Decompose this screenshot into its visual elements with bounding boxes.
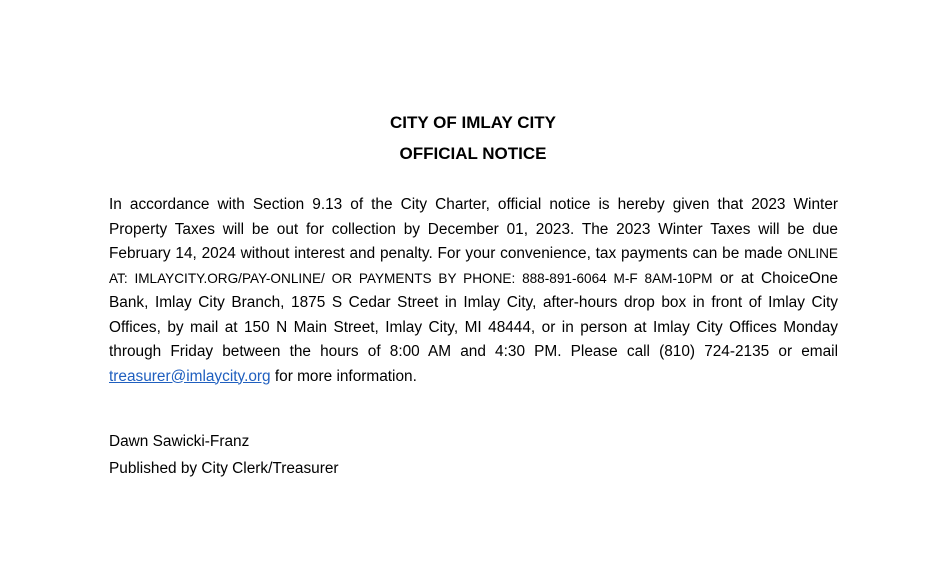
notice-title: OFFICIAL NOTICE [399, 144, 547, 163]
notice-header [0, 107, 946, 169]
signature-block [109, 428, 339, 482]
notice-body [109, 193, 838, 389]
notice-text-part3: for more information. [270, 367, 417, 385]
signer-title: Published by City Clerk/Treasurer [109, 460, 339, 477]
notice-text-part1: In accordance with Section 9.13 of the City Charter, official notice is hereby given that 2023 Winter Property Taxes will be out for collection by December 01, 2023. The 2023 Winter Taxes will be due February 14, 2024 without interest and penalty. For your convenience, tax payments can be made [109, 196, 838, 262]
city-title: CITY OF IMLAY CITY [390, 113, 556, 132]
notice-text-part2: or at ChoiceOne Bank, Imlay City Branch, 1875 S Cedar Street in Imlay City, after-hours drop box in front of Imlay City Offices, by mail at 150 N Main Street, Imlay City, MI 48444, or in person at Imlay City Offices Monday through Friday between the hours of 8:00 AM and 4:30 PM. Please call (810) 724-2135 or email [109, 269, 838, 360]
signer-name: Dawn Sawicki-Franz [109, 433, 250, 450]
treasurer-email-link[interactable]: treasurer@imlaycity.org [109, 367, 271, 385]
online-payment-info: ONLINE AT: IMLAYCITY.ORG/PAY-ONLINE/ OR PAYMENTS BY PHONE: 888-891-6064 M-F 8AM-10PM [109, 246, 838, 286]
